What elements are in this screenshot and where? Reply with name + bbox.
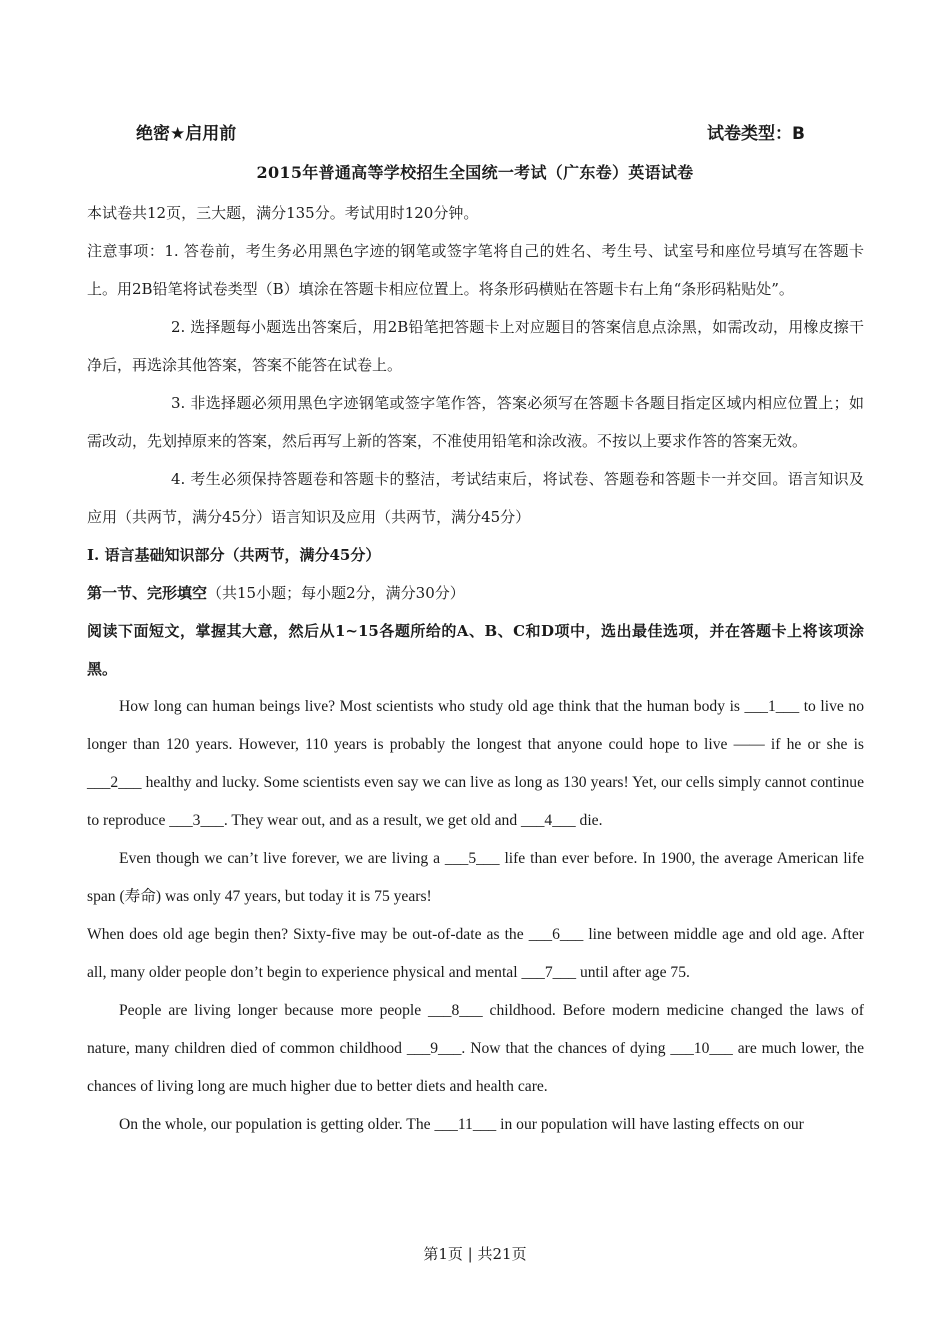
- passage-paragraph-1: How long can human beings live? Most scientists who study old age think that the human body is ___1___ to live no longer than 120 years. However, 110 years is probably the longest that anyone could hope to live —— if he or she is ___2___ healthy and lucky. Some scientists even say we can live as long as 130 years! Yet, our cells simply cannot continue to reproduce ___3___. They wear out, and as a result, we get old and ___4___ die.: [87, 698, 864, 829]
- exam-intro: 本试卷共12页，三大题，满分135分。考试用时120分钟。: [87, 204, 479, 222]
- section-one-heading: [87, 574, 864, 612]
- confidential-label: 绝密★启用前: [136, 124, 237, 144]
- paper-type-label: 试卷类型：B: [707, 124, 805, 144]
- passage-paragraph-5: On the whole, our population is getting older. The ___11___ in our population will have lasting effects on our: [119, 1116, 804, 1133]
- passage-paragraph-4: People are living longer because more people ___8___ childhood. Before modern medicine changed the laws of nature, many children died of common childhood ___9___. Now that the chances of dying ___10___ are much lower, the chances of living long are much higher due to better diets and health care.: [87, 1002, 864, 1095]
- exam-title: 2015年普通高等学校招生全国统一考试（广东卷）英语试卷: [256, 163, 694, 182]
- section-one-detail: （共15小题；每小题2分，满分30分）: [207, 584, 465, 602]
- section-one-label: 第一节、完形填空: [87, 584, 208, 602]
- part-one-heading: Ⅰ. 语言基础知识部分（共两节，满分45分）: [87, 546, 381, 564]
- note-4: 4. 考生必须保持答题卷和答题卡的整洁，考试结束后，将试卷、答题卷和答题卡一并交回。语言知识及应用（共两节，满分45分）语言知识及应用（共两节，满分45分）: [87, 470, 864, 526]
- note-2: 2. 选择题每小题选出答案后，用2B铅笔把答题卡上对应题目的答案信息点涂黑，如需改动，用橡皮擦干净后，再选涂其他答案，答案不能答在试卷上。: [87, 318, 864, 374]
- page-number: 第1页 | 共21页: [423, 1245, 527, 1263]
- cloze-instruction: 阅读下面短文，掌握其大意，然后从1~15各题所给的A、B、C和D项中，选出最佳选项，并在答题卡上将该项涂黑。: [87, 622, 864, 678]
- note-1: 注意事项：1. 答卷前，考生务必用黑色字迹的钢笔或签字笔将自己的姓名、考生号、试室号和座位号填写在答题卡上。用2B铅笔将试卷类型（B）填涂在答题卡相应位置上。将条形码横贴在答题卡右上角“条形码粘贴处”。: [87, 242, 864, 298]
- passage-paragraph-2: Even though we can’t live forever, we are living a ___5___ life than ever before. In 1900, the average American life span (寿命) was only 47 years, but today it is 75 years!: [87, 850, 864, 905]
- exam-body: [87, 194, 864, 1144]
- passage-paragraph-3: When does old age begin then? Sixty-five may be out-of-date as the ___6___ line between middle age and old age. After all, many older people don’t begin to experience physical and mental ___7___ until after age 75.: [87, 926, 864, 981]
- note-3: 3. 非选择题必须用黑色字迹钢笔或签字笔作答，答案必须写在答题卡各题目指定区域内相应位置上；如需改动，先划掉原来的答案，然后再写上新的答案，不准使用铅笔和涂改液。不按以上要求作答的答案无效。: [87, 394, 864, 450]
